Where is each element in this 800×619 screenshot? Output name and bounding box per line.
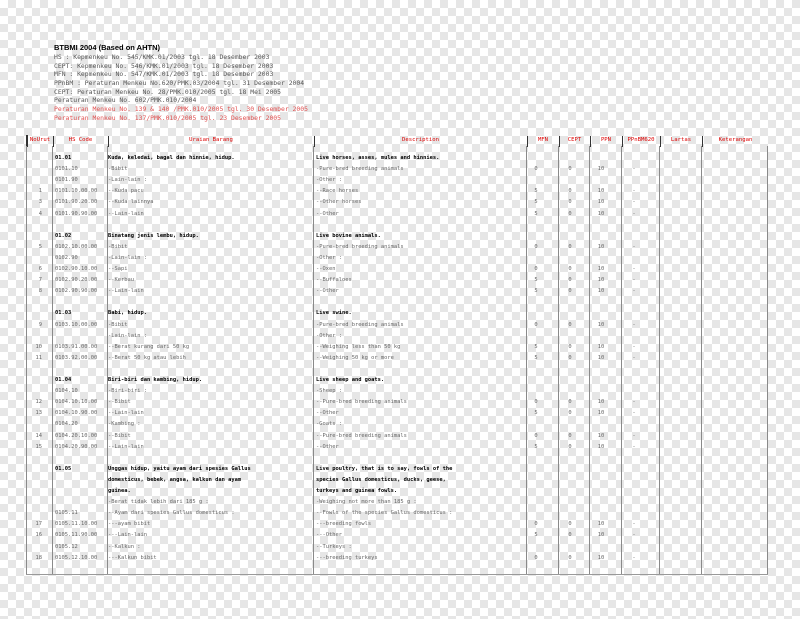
cell-hs: 0103.91.00.00: [55, 343, 98, 350]
cell-desc: -Goats :: [316, 421, 342, 428]
cell-cept: 0: [568, 166, 572, 173]
cell-cept: 0: [568, 554, 572, 561]
cell-hs: 0105.12.10.00: [55, 554, 98, 561]
cell-uraian: -Lain-lain :: [108, 177, 147, 184]
cell-uraian: Unggas hidup, yaitu ayam dari spesies Gallus: [108, 465, 251, 472]
cell-cept: 0: [568, 521, 572, 528]
cell-hs: 0102.90.90.00: [55, 288, 98, 295]
reference-line: Peraturan Menkeu No. 139 & 140 /PMK.010/2005 tgl. 30 Desember 2005: [54, 105, 308, 114]
cell-no: 9: [38, 321, 42, 328]
cell-desc: -Other :: [316, 332, 342, 339]
cell-cept: 0: [568, 266, 572, 272]
cell-uraian: --Kuda pacu: [108, 188, 144, 195]
table-bottom-border: [26, 574, 768, 575]
cell-desc: --Other horses: [316, 199, 362, 206]
cell-hs: 0101.90.90.00: [55, 210, 98, 217]
cell-mfn: 5: [534, 188, 538, 195]
cell-mfn: 5: [534, 410, 538, 417]
cell-hs: 0104.20.10.00: [55, 432, 98, 439]
cell-uraian: -Kambing :: [108, 421, 141, 428]
cell-ppnbm: -: [632, 554, 636, 561]
cell-ppnbm: -: [632, 321, 636, 328]
cell-uraian: --Kalkun :: [108, 543, 141, 550]
cell-uraian: --Lain-lain: [108, 410, 144, 417]
cell-uraian: -Biri-biri :: [108, 388, 147, 395]
cell-no: 14: [35, 432, 42, 439]
header-lartas: Lartas: [670, 137, 692, 143]
cell-desc: -Sheep :: [316, 388, 342, 395]
table-row: [26, 197, 768, 208]
cell-ppn: 10: [597, 410, 605, 417]
reference-list: [54, 53, 308, 123]
cell-uraian: guinea.: [108, 488, 131, 494]
cell-desc: --Oxen: [316, 266, 336, 272]
table-row: [26, 386, 768, 397]
cell-mfn: 0: [534, 399, 538, 406]
cell-ppn: 10: [597, 354, 605, 361]
cell-cept: 0: [568, 399, 572, 406]
cell-hs: 0105.11.90.00: [55, 532, 98, 539]
table-row: [26, 530, 768, 541]
table-row: [26, 286, 768, 297]
cell-uraian: Biri-biri dan kambing, hidup.: [108, 377, 203, 383]
header-divider: [27, 136, 28, 147]
table-row: [26, 497, 768, 508]
cell-mfn: 5: [534, 199, 538, 206]
cell-ppn: 10: [597, 399, 605, 406]
cell-desc: ---breeding turkeys: [316, 554, 378, 561]
header-ppnbm620: PPnBM620: [627, 137, 655, 143]
cell-uraian: --Bibit: [108, 399, 131, 406]
cell-cept: 0: [568, 243, 572, 250]
cell-ppn: 10: [597, 443, 605, 450]
header-keterangan: Keterangan: [718, 137, 753, 143]
header-divider: [660, 136, 661, 147]
cell-ppnbm: -: [632, 266, 636, 272]
cell-hs: 0103.10.00.00: [55, 321, 98, 328]
cell-ppnbm: -: [632, 188, 636, 195]
cell-ppn: 10: [597, 288, 605, 295]
header-divider: [314, 136, 315, 147]
cell-mfn: 0: [534, 321, 538, 328]
table-row: [26, 553, 768, 564]
cell-desc: Live horses, asses, mules and hinnies.: [316, 155, 440, 161]
cell-desc: -Pure-bred breeding animals: [316, 243, 404, 250]
cell-hs: 0101.10: [55, 166, 78, 173]
cell-no: 12: [35, 399, 42, 406]
cell-no: 15: [35, 443, 42, 450]
table-row: [26, 186, 768, 197]
table-row: [26, 475, 768, 486]
cell-cept: 0: [568, 277, 572, 284]
cell-mfn: 0: [534, 266, 538, 272]
table-header: [26, 135, 753, 146]
cell-mfn: 5: [534, 288, 538, 295]
table-row: [26, 419, 768, 430]
table-row: [26, 542, 768, 553]
cell-ppnbm: -: [632, 521, 636, 528]
cell-uraian: --Sapi: [108, 266, 128, 272]
cell-desc: Live swine.: [316, 310, 352, 317]
cell-uraian: --Kuda lainnya: [108, 199, 154, 206]
header-uraian-barang: Uraian Barang: [189, 137, 233, 143]
table-row: [26, 175, 768, 186]
table-row: [26, 275, 768, 286]
cell-ppnbm: -: [632, 532, 636, 539]
cell-desc: Live poultry, that is to say, fowls of the: [316, 465, 453, 472]
cell-mfn: 5: [534, 343, 538, 350]
cell-hs: 01.05: [55, 465, 72, 472]
cell-hs: 0104.20.90.00: [55, 443, 98, 450]
cell-cept: 0: [568, 343, 572, 350]
cell-uraian: -Lain-lain :: [108, 254, 147, 261]
document-header: [54, 42, 308, 123]
table-row: [26, 397, 768, 408]
table-row: [26, 231, 768, 242]
cell-no: 13: [35, 410, 42, 417]
cell-uraian: Binatang jenis lembu, hidup.: [108, 232, 199, 239]
cell-mfn: 0: [534, 432, 538, 439]
cell-uraian: --Ayam dari spesies Gallus domesticus :: [108, 510, 235, 517]
table-row: [26, 375, 768, 386]
cell-ppnbm: -: [632, 288, 636, 295]
cell-cept: 0: [568, 210, 572, 217]
table-row: [26, 153, 768, 164]
cell-uraian: ---Lain-lain: [108, 532, 147, 539]
cell-hs: 0105.11: [55, 510, 78, 517]
cell-hs: 0104.20: [55, 421, 78, 428]
cell-desc: --Other: [316, 210, 339, 217]
cell-ppn: 10: [597, 432, 605, 439]
cell-hs: 0104.10.10.00: [55, 399, 98, 406]
table-row: [26, 308, 768, 319]
cell-uraian: -Bibit: [108, 166, 128, 173]
cell-desc: species Gallus domesticus, ducks, geese,: [316, 476, 446, 483]
cell-mfn: 0: [534, 521, 538, 528]
cell-uraian: Kuda, keledai, bagal dan hinnie, hidup.: [108, 155, 235, 161]
cell-mfn: 5: [534, 277, 538, 284]
cell-cept: 0: [568, 432, 572, 439]
cell-desc: Live bovine animals.: [316, 232, 381, 239]
table-row: [26, 164, 768, 175]
cell-ppn: 10: [597, 521, 605, 528]
cell-desc: --Buffaloes: [316, 277, 352, 284]
cell-ppnbm: -: [632, 410, 636, 417]
cell-hs: 0102.90.20.00: [55, 277, 98, 284]
cell-cept: 0: [568, 532, 572, 539]
cell-ppnbm: -: [632, 199, 636, 206]
cell-ppnbm: -: [632, 343, 636, 350]
document-title: BTBMI 2004 (Based on AHTN): [54, 43, 160, 52]
header-divider: [559, 136, 560, 147]
table-row: [26, 442, 768, 453]
cell-ppn: 10: [597, 210, 605, 217]
cell-desc: -Other :: [316, 254, 342, 261]
cell-desc: --Pure-bred breeding animals: [316, 399, 407, 406]
table-row: [26, 353, 768, 364]
cell-no: 5: [38, 243, 42, 250]
cell-hs: 0104.10: [55, 388, 78, 395]
cell-ppn: 10: [597, 277, 605, 284]
header-hs-code: HS Code: [68, 137, 93, 143]
table-row: [26, 431, 768, 442]
table-row: [26, 408, 768, 419]
cell-desc: --Race horses: [316, 188, 359, 195]
cell-uraian: -Lain-lain :: [108, 332, 147, 339]
table-row: [26, 264, 768, 275]
cell-no: 7: [38, 277, 42, 284]
cell-no: 3: [38, 199, 42, 206]
cell-ppnbm: -: [632, 166, 636, 173]
cell-uraian: --Lain-lain: [108, 210, 144, 217]
cell-hs: 0102.10.00.00: [55, 243, 98, 250]
cell-desc: --Fowls of the species Gallus domesticus :: [316, 510, 453, 517]
header-divider: [702, 136, 703, 147]
reference-line: CEPT: Kepmenkeu No. 546/KMK.01/2003 tgl. 18 Desember 2003: [54, 61, 274, 70]
reference-line: CEPT: Peraturan Menkeu No. 28/PMK.010/2005 tgl. 18 Mei 2005: [54, 87, 282, 96]
cell-no: 4: [38, 210, 42, 217]
cell-uraian: -Berat tidak lebih dari 185 g :: [108, 499, 209, 506]
cell-desc: turkeys and guinea fowls.: [316, 488, 398, 494]
cell-uraian: --Lain-lain: [108, 443, 144, 450]
cell-ppnbm: -: [632, 443, 636, 450]
table-row: [26, 519, 768, 530]
cell-hs: 0105.11.10.00: [55, 521, 98, 528]
cell-desc: --Weighing 50 kg or more: [316, 354, 394, 361]
cell-cept: 0: [568, 321, 572, 328]
table-row: [26, 486, 768, 497]
table-row: [26, 508, 768, 519]
table-row: [26, 464, 768, 475]
cell-ppnbm: -: [632, 277, 636, 284]
cell-no: 16: [35, 532, 42, 539]
cell-desc: --Other: [316, 410, 339, 417]
cell-desc: --Pure-bred breeding animals: [316, 432, 407, 439]
cell-hs: 0105.12: [55, 543, 78, 550]
cell-ppn: 10: [597, 554, 605, 561]
cell-hs: 0104.10.90.00: [55, 410, 98, 417]
cell-ppnbm: -: [632, 432, 636, 439]
cell-uraian: --Berat 50 kg atau lebih: [108, 354, 186, 361]
cell-ppn: 10: [597, 266, 605, 272]
cell-ppn: 10: [597, 188, 605, 195]
cell-hs: 0103.92.00.00: [55, 354, 98, 361]
cell-ppn: 10: [597, 321, 605, 328]
cell-hs: 01.02: [55, 232, 72, 239]
cell-no: 10: [35, 343, 42, 350]
cell-uraian: --Kerbau: [108, 277, 134, 284]
cell-mfn: 5: [534, 354, 538, 361]
cell-cept: 0: [568, 354, 572, 361]
table-row: [26, 242, 768, 253]
cell-hs: 01.01: [55, 155, 72, 161]
cell-uraian: Babi, hidup.: [108, 310, 147, 317]
cell-ppn: 10: [597, 532, 605, 539]
cell-desc: Live sheep and goats.: [316, 377, 385, 383]
cell-desc: --Weighing less than 50 kg: [316, 343, 401, 350]
header-description: Description: [401, 137, 440, 143]
cell-hs: 0101.90: [55, 177, 78, 184]
tariff-table: [26, 135, 768, 575]
cell-ppnbm: -: [632, 354, 636, 361]
table-row: [26, 453, 768, 464]
reference-line: HS : Kepmenkeu No. 545/KMK.01/2003 tgl. 18 Desember 2003: [54, 53, 270, 61]
cell-desc: -Pure-bred breeding animals: [316, 166, 404, 173]
header-cept: CEPT: [567, 137, 582, 143]
cell-desc: -Pure-bred breeding animals: [316, 321, 404, 328]
header-divider: [53, 136, 54, 147]
cell-desc: --Turkeys :: [316, 543, 352, 550]
header-ppn: PPN: [600, 137, 612, 143]
cell-mfn: 5: [534, 532, 538, 539]
cell-hs: 01.04: [55, 377, 72, 383]
cell-no: 6: [38, 266, 42, 272]
cell-no: 8: [38, 288, 42, 295]
cell-uraian: --Berat kurang dari 50 kg: [108, 343, 190, 350]
cell-cept: 0: [568, 410, 572, 417]
cell-hs: 0101.10.00.00: [55, 188, 98, 195]
cell-desc: -Other :: [316, 177, 342, 184]
cell-hs: 0102.90: [55, 254, 78, 261]
table-row: [26, 253, 768, 264]
table-row: [26, 297, 768, 308]
cell-mfn: 5: [534, 443, 538, 450]
table-row: [26, 209, 768, 220]
cell-no: 11: [35, 354, 42, 361]
cell-mfn: 0: [534, 243, 538, 250]
cell-cept: 0: [568, 188, 572, 195]
header-divider: [108, 136, 109, 147]
header-divider: [527, 136, 528, 147]
header-divider: [622, 136, 623, 147]
cell-ppn: 10: [597, 166, 605, 173]
table-row: [26, 342, 768, 353]
reference-line: Peraturan Menkeu No. 137/PMK.010/2005 tgl. 23 Desember 2005: [54, 113, 282, 122]
reference-line: MFN : Kepmenkeu No. 547/KMK.01/2003 tgl. 18 Desember 2003: [54, 70, 274, 79]
table-row: [26, 220, 768, 231]
cell-uraian: domesticus, bebek, angsa, kalkun dan ayam: [108, 476, 242, 483]
cell-mfn: 5: [534, 210, 538, 217]
cell-no: 1: [38, 188, 42, 195]
cell-hs: 0101.90.20.00: [55, 199, 98, 206]
cell-hs: 01.03: [55, 310, 72, 317]
cell-ppn: 10: [597, 199, 605, 206]
cell-uraian: -Bibit: [108, 243, 128, 250]
table-row: [26, 331, 768, 342]
cell-ppnbm: -: [632, 399, 636, 406]
header-no-urut: NoUrut: [29, 137, 51, 143]
reference-line: Peraturan Menkeu No. 602/PMK.010/2004: [54, 96, 197, 105]
cell-desc: --Other: [316, 288, 339, 295]
table-row: [26, 364, 768, 375]
reference-line: PPnBM : Peraturan Menkeu No.620/PMK.03/2004 tgl. 31 Desember 2004: [54, 79, 305, 88]
cell-ppnbm: -: [632, 210, 636, 217]
cell-mfn: 0: [534, 554, 538, 561]
cell-cept: 0: [568, 443, 572, 450]
cell-cept: 0: [568, 288, 572, 295]
cell-desc: -Weighing not more than 185 g :: [316, 499, 417, 506]
cell-desc: ---Other: [316, 532, 342, 539]
cell-ppn: 10: [597, 243, 605, 250]
cell-mfn: 0: [534, 166, 538, 173]
cell-desc: ---breeding fowls: [316, 521, 372, 528]
cell-no: 18: [35, 554, 42, 561]
cell-cept: 0: [568, 199, 572, 206]
cell-uraian: ---Kalkun bibit: [108, 554, 157, 561]
header-mfn: MFN: [537, 137, 549, 143]
cell-hs: 0102.90.10.00: [55, 266, 98, 272]
cell-ppn: 10: [597, 343, 605, 350]
table-row: [26, 320, 768, 331]
cell-uraian: --Bibit: [108, 432, 131, 439]
cell-ppnbm: -: [632, 243, 636, 250]
cell-uraian: -Bibit: [108, 321, 128, 328]
header-divider: [590, 136, 591, 147]
cell-no: 17: [35, 521, 42, 528]
cell-uraian: --Lain-lain: [108, 288, 144, 295]
cell-uraian: ---ayam bibit: [108, 521, 151, 528]
cell-desc: --Other: [316, 443, 339, 450]
